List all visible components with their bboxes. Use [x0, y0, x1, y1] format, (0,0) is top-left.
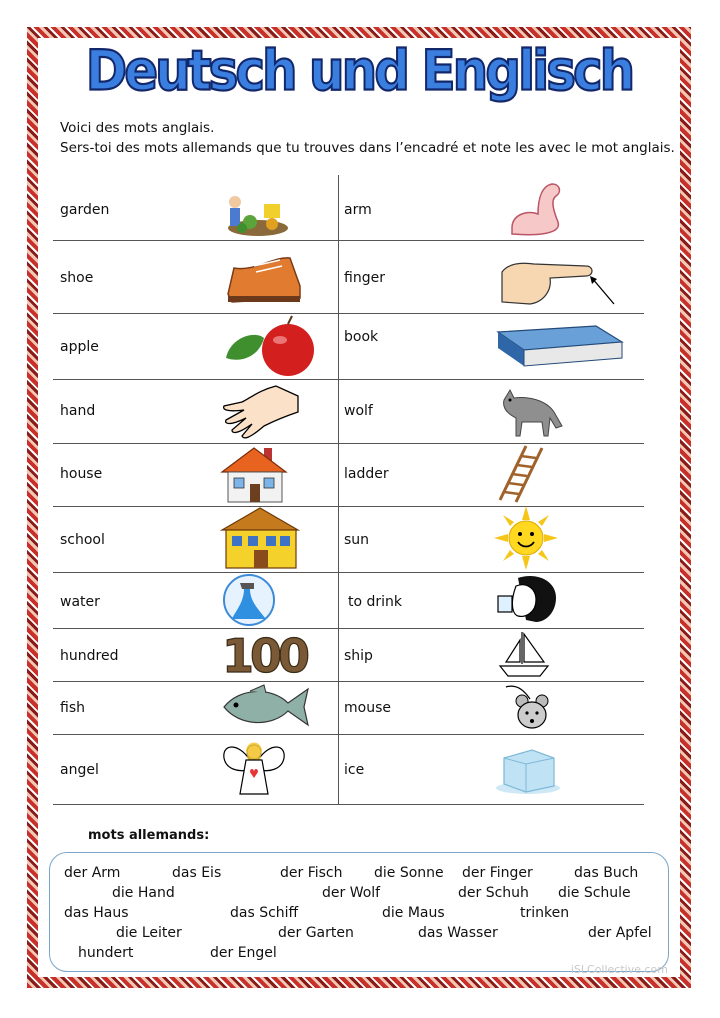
word-shoe: shoe — [60, 270, 94, 286]
word-to-drink: to drink — [348, 594, 403, 610]
word-finger: finger — [344, 270, 385, 286]
row-divider — [53, 734, 644, 735]
word-hundred: hundred — [60, 648, 119, 664]
german-word: der Fisch — [280, 865, 343, 881]
school-icon — [220, 506, 302, 570]
word-house: house — [60, 466, 103, 482]
drinking-girl-icon — [496, 572, 560, 628]
word-apple: apple — [60, 339, 99, 355]
page-title: Deutsch und Englisch — [85, 39, 633, 103]
ship-icon — [496, 628, 552, 680]
mouse-icon — [504, 681, 560, 733]
german-word: die Sonne — [374, 865, 444, 881]
row-divider — [53, 240, 644, 241]
german-word: der Garten — [278, 925, 354, 941]
word-wolf: wolf — [344, 403, 373, 419]
fish-icon — [220, 683, 312, 731]
sun-icon — [494, 506, 558, 570]
german-word: der Apfel — [588, 925, 652, 941]
word-school: school — [60, 532, 105, 548]
german-word: das Wasser — [418, 925, 498, 941]
finger-icon — [500, 246, 620, 308]
number-100-icon — [220, 629, 307, 683]
worksheet — [38, 38, 680, 977]
row-divider — [53, 628, 644, 629]
word-hand: hand — [60, 403, 96, 419]
german-word: der Finger — [462, 865, 533, 881]
house-icon — [220, 444, 290, 504]
row-divider — [53, 804, 644, 805]
word-ship: ship — [344, 648, 373, 664]
word-fish: fish — [60, 700, 85, 716]
arm-icon — [508, 178, 568, 238]
column-divider — [338, 175, 339, 805]
instructions — [60, 118, 675, 158]
word-mouse: mouse — [344, 700, 391, 716]
watermark: iSLCollective.com — [570, 963, 668, 976]
word-sun: sun — [344, 532, 370, 548]
water-icon — [222, 573, 276, 627]
ice-cube-icon — [494, 742, 562, 796]
garden-icon — [220, 178, 292, 238]
ladder-icon — [496, 444, 548, 504]
svg-text:100: 100 — [222, 629, 307, 683]
german-words-label: mots allemands: — [88, 828, 210, 843]
instruction-line-1: Voici des mots anglais. — [60, 120, 215, 136]
apple-icon — [224, 314, 320, 378]
row-divider — [53, 443, 644, 444]
hand-icon — [220, 380, 300, 442]
german-word: die Maus — [382, 905, 445, 921]
german-word: das Schiff — [230, 905, 299, 921]
instruction-line-2: Sers-toi des mots allemands que tu trouves dans l’encadré et note les avec le mot anglais. — [60, 140, 675, 156]
angel-icon — [220, 736, 288, 802]
german-word: trinken — [520, 905, 570, 921]
german-word: das Eis — [172, 865, 222, 881]
german-word: die Hand — [112, 885, 175, 901]
german-word: das Buch — [574, 865, 639, 881]
word-ice: ice — [344, 762, 365, 778]
german-word: der Schuh — [458, 885, 529, 901]
word-garden: garden — [60, 202, 110, 218]
row-divider — [53, 313, 644, 314]
word-arm: arm — [344, 202, 372, 218]
german-word: die Leiter — [116, 925, 182, 941]
book-icon — [496, 322, 624, 370]
shoe-icon — [224, 246, 304, 306]
german-word: das Haus — [64, 905, 129, 921]
word-book: book — [344, 329, 379, 345]
german-word: der Arm — [64, 865, 121, 881]
german-word: hundert — [78, 945, 134, 961]
word-box — [49, 852, 669, 972]
word-ladder: ladder — [344, 466, 389, 482]
word-angel: angel — [60, 762, 99, 778]
german-word: die Schule — [558, 885, 631, 901]
german-word: der Wolf — [322, 885, 381, 901]
wolf-icon — [496, 378, 566, 442]
word-water: water — [60, 594, 100, 610]
german-word: der Engel — [210, 945, 277, 961]
